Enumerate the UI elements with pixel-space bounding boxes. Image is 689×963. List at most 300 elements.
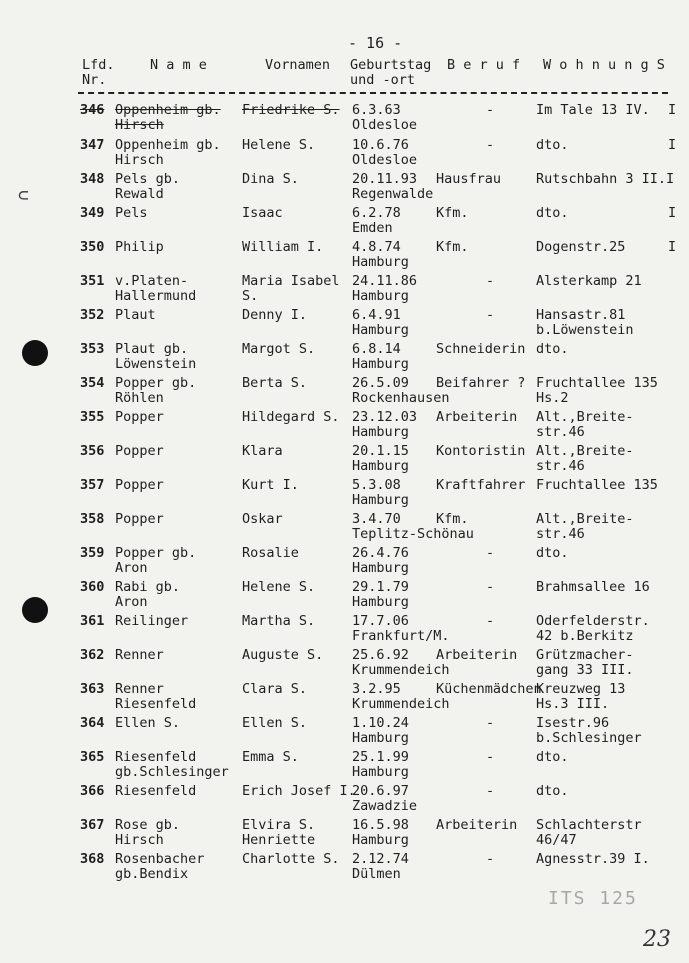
entry-residence-line: Brahmsallee 16: [536, 579, 650, 595]
entry-birth-line: Teplitz-Schönau: [352, 526, 474, 542]
entry-surname: [115, 206, 243, 221]
entry-residence-line: Rutschbahn 3 II.I: [536, 171, 675, 187]
entry-birth-line: 4.8.74: [352, 239, 401, 255]
entry-surname-line: Rosenbacher: [115, 851, 205, 867]
table-row: [0, 410, 689, 444]
header-geburtstag: Geburtstag: [350, 57, 432, 73]
entry-surname-line: Popper gb.: [115, 545, 197, 561]
entry-surname: [115, 410, 243, 425]
entry-given-names-line: Auguste S.: [242, 647, 324, 663]
entry-occupation: Kraftfahrer: [436, 477, 526, 493]
entry-number: 350: [80, 239, 105, 255]
table-row: [0, 614, 689, 648]
entry-given-names: [242, 852, 354, 867]
entry-given-names: [242, 308, 354, 323]
entry-residence-line: Kreuzweg 13: [536, 681, 626, 697]
entry-surname-line: Oppenheim gb.: [115, 102, 221, 118]
entry-residence-line: str.46: [536, 424, 585, 440]
entry-birth: [352, 784, 444, 814]
entry-occupation: -: [486, 102, 495, 118]
entry-birth-line: Emden: [352, 220, 393, 236]
entry-occupation: Arbeiterin: [436, 647, 518, 663]
entry-residence-line: Hs.2: [536, 390, 569, 406]
entry-residence: [536, 376, 686, 406]
entry-surname: [115, 376, 243, 406]
entry-given-names: [242, 103, 354, 118]
entry-number: 366: [80, 783, 105, 799]
entry-surname: [115, 716, 243, 731]
entry-birth: [352, 206, 444, 236]
entry-occupation: -: [486, 851, 495, 867]
entry-surname-line: Popper: [115, 511, 164, 527]
entry-birth: [352, 138, 444, 168]
entry-given-names: [242, 682, 354, 697]
entry-margin-mark: I: [668, 205, 677, 221]
entry-birth-line: 20.11.93: [352, 171, 418, 187]
entry-surname: [115, 852, 243, 882]
entry-birth-line: Oldesloe: [352, 152, 418, 168]
entry-given-names: [242, 376, 354, 391]
entry-number: 362: [80, 647, 105, 663]
entry-surname-line: Renner: [115, 681, 164, 697]
entry-surname-line: Röhlen: [115, 390, 164, 406]
entry-number: 354: [80, 375, 105, 391]
entry-residence-line: dto.: [536, 137, 569, 153]
entry-residence: [536, 784, 686, 799]
entry-residence: [536, 614, 686, 644]
entry-residence-line: Oderfelderstr.: [536, 613, 650, 629]
entry-residence: [536, 138, 686, 153]
entry-birth-line: 3.4.70: [352, 511, 401, 527]
entry-birth-line: 24.11.86: [352, 273, 418, 289]
entry-residence-line: 42 b.Berkitz: [536, 628, 634, 644]
table-row: [0, 818, 689, 852]
entry-birth: [352, 274, 444, 304]
entry-occupation: Arbeiterin: [436, 409, 518, 425]
entry-residence: [536, 274, 686, 289]
header-lfd: Lfd.: [82, 57, 115, 73]
table-row: [0, 478, 689, 512]
entry-residence-line: Alt.,Breite-: [536, 511, 634, 527]
table-row: [0, 308, 689, 342]
entry-birth-line: Dülmen: [352, 866, 401, 882]
entry-surname: [115, 750, 243, 780]
entry-birth-line: Hamburg: [352, 424, 409, 440]
entry-surname-line: Pels: [115, 205, 148, 221]
entry-birth: [352, 172, 444, 202]
entry-given-names-line: S.: [242, 288, 259, 304]
entry-occupation: Küchenmädchen: [436, 681, 542, 697]
entry-margin-mark: I: [668, 239, 677, 255]
entry-surname-line: Hirsch: [115, 832, 164, 848]
table-row: [0, 546, 689, 580]
entry-residence-line: Schlachterstr: [536, 817, 642, 833]
entry-given-names-line: Denny I.: [242, 307, 308, 323]
entry-surname: [115, 648, 243, 663]
entry-residence: [536, 103, 686, 118]
entry-surname: [115, 818, 243, 848]
entry-residence-line: Fruchtallee 135: [536, 477, 658, 493]
entry-number: 356: [80, 443, 105, 459]
entry-given-names-line: Oskar: [242, 511, 283, 527]
entry-given-names: [242, 614, 354, 629]
entry-occupation: Kontoristin: [436, 443, 526, 459]
entry-given-names: [242, 750, 354, 765]
entry-residence-line: dto.: [536, 749, 569, 765]
entry-given-names: [242, 274, 354, 304]
table-row: [0, 580, 689, 614]
entry-given-names-line: Berta S.: [242, 375, 308, 391]
entry-residence: [536, 444, 686, 474]
entry-surname-line: Rabi gb.: [115, 579, 181, 595]
entry-residence-line: Fruchtallee 135: [536, 375, 658, 391]
table-row: [0, 240, 689, 274]
entry-occupation: Kfm.: [436, 239, 469, 255]
entry-surname: [115, 103, 243, 133]
header-und-ort: und -ort: [350, 72, 416, 88]
entry-number: 363: [80, 681, 105, 697]
entry-occupation: -: [486, 545, 495, 561]
entry-residence: [536, 478, 686, 493]
header-wohnung: W o h n u n g S: [543, 57, 665, 73]
entry-given-names: [242, 444, 354, 459]
entry-given-names: [242, 240, 354, 255]
entry-residence-line: dto.: [536, 545, 569, 561]
entry-surname-line: Philip: [115, 239, 164, 255]
table-row: [0, 206, 689, 240]
entry-birth: [352, 240, 444, 270]
entry-given-names-line: Rosalie: [242, 545, 299, 561]
entry-surname: [115, 342, 243, 372]
entry-number: 359: [80, 545, 105, 561]
entry-surname-line: Rose gb.: [115, 817, 181, 833]
entry-birth-line: 6.4.91: [352, 307, 401, 323]
entry-number: 368: [80, 851, 105, 867]
entry-number: 352: [80, 307, 105, 323]
entry-occupation: Hausfrau: [436, 171, 502, 187]
table-row: [0, 342, 689, 376]
entry-birth-line: Frankfurt/M.: [352, 628, 450, 644]
entry-number: 349: [80, 205, 105, 221]
entry-margin-mark: I: [668, 137, 677, 153]
entry-residence: [536, 240, 686, 255]
entry-birth: [352, 818, 444, 848]
entry-birth-line: 3.2.95: [352, 681, 401, 697]
entry-residence-line: Alt.,Breite-: [536, 443, 634, 459]
entry-given-names: [242, 478, 354, 493]
entry-residence: [536, 206, 686, 221]
entry-birth-line: Hamburg: [352, 594, 409, 610]
entry-number: 355: [80, 409, 105, 425]
entry-residence: [536, 512, 686, 542]
entry-residence-line: Hs.3 III.: [536, 696, 610, 712]
entry-residence-line: Agnesstr.39 I.: [536, 851, 650, 867]
entry-given-names-line: Kurt I.: [242, 477, 299, 493]
entry-given-names: [242, 716, 354, 731]
entry-given-names-line: Helene S.: [242, 137, 316, 153]
entry-residence: [536, 648, 686, 678]
entry-residence-line: b.Schlesinger: [536, 730, 642, 746]
entry-birth-line: Hamburg: [352, 832, 409, 848]
entry-birth-line: 26.5.09: [352, 375, 409, 391]
header-rule: [78, 92, 668, 94]
entry-given-names-line: Helene S.: [242, 579, 316, 595]
entry-number: 360: [80, 579, 105, 595]
entry-residence-line: dto.: [536, 341, 569, 357]
entry-birth-line: 26.4.76: [352, 545, 409, 561]
entry-surname-line: Popper: [115, 443, 164, 459]
entry-given-names: [242, 648, 354, 663]
entry-surname: [115, 682, 243, 712]
entry-residence-line: Isestr.96: [536, 715, 610, 731]
entry-birth: [352, 681, 450, 712]
entry-given-names: [242, 546, 354, 561]
entry-given-names-line: Emma S.: [242, 749, 299, 765]
entry-surname-line: Pels gb.: [115, 171, 181, 187]
entry-birth: [352, 308, 444, 338]
entry-birth-line: Zawadzie: [352, 798, 418, 814]
entry-birth-line: Krummendeich: [352, 696, 450, 712]
entry-surname-line: Riesenfeld: [115, 749, 197, 765]
handwritten-page-number: 23: [643, 927, 671, 952]
entry-surname-line: Hirsch: [115, 152, 164, 168]
entry-surname-line: Hirsch: [115, 117, 164, 133]
entry-surname: [115, 478, 243, 493]
entry-birth: [352, 852, 444, 882]
entry-residence: [536, 172, 686, 187]
entry-birth-line: 20.1.15: [352, 443, 409, 459]
entry-occupation: -: [486, 273, 495, 289]
entry-number: 361: [80, 613, 105, 629]
entry-given-names-line: Friedrike S.: [242, 102, 340, 118]
entry-occupation: -: [486, 579, 495, 595]
entry-given-names-line: Elvira S.: [242, 817, 316, 833]
entry-occupation: Arbeiterin: [436, 817, 518, 833]
entry-birth: [352, 613, 450, 644]
entry-birth: [352, 478, 444, 508]
entry-birth-line: 6.3.63: [352, 102, 401, 118]
entry-residence-line: Dogenstr.25: [536, 239, 626, 255]
table-row: [0, 682, 689, 716]
table-row: [0, 852, 689, 886]
entry-birth-line: Hamburg: [352, 764, 409, 780]
entry-surname-line: Plaut: [115, 307, 156, 323]
entry-surname-line: Löwenstein: [115, 356, 197, 372]
entry-birth: [352, 546, 444, 576]
entry-surname: [115, 546, 243, 576]
entry-surname: [115, 172, 243, 202]
entry-birth-line: 29.1.79: [352, 579, 409, 595]
entry-residence-line: dto.: [536, 783, 569, 799]
entry-number: 347: [80, 137, 105, 153]
entry-birth-line: Hamburg: [352, 560, 409, 576]
entry-residence-line: Im Tale 13 IV.: [536, 102, 650, 118]
entry-surname: [115, 512, 243, 527]
entry-occupation: Kfm.: [436, 511, 469, 527]
entry-surname-line: Riesenfeld: [115, 696, 197, 712]
entry-birth-line: Hamburg: [352, 458, 409, 474]
entry-surname-line: Plaut gb.: [115, 341, 189, 357]
entry-given-names-line: William I.: [242, 239, 324, 255]
entry-birth-line: 5.3.08: [352, 477, 401, 493]
entry-residence: [536, 580, 686, 595]
entry-surname: [115, 614, 243, 629]
entry-given-names-line: Dina S.: [242, 171, 299, 187]
entry-residence: [536, 308, 686, 338]
entry-surname-line: gb.Bendix: [115, 866, 189, 882]
entry-surname-line: gb.Schlesinger: [115, 764, 229, 780]
entry-surname-line: Rewald: [115, 186, 164, 202]
entry-surname-line: Renner: [115, 647, 164, 663]
table-row: [0, 750, 689, 784]
entry-birth: [352, 444, 444, 474]
entry-birth-line: 25.1.99: [352, 749, 409, 765]
entry-given-names: [242, 138, 354, 153]
entry-birth: [352, 375, 450, 406]
entry-given-names-line: Klara: [242, 443, 283, 459]
entry-surname: [115, 444, 243, 459]
entry-given-names-line: Clara S.: [242, 681, 308, 697]
entry-birth-line: Hamburg: [352, 356, 409, 372]
entry-occupation: -: [486, 783, 495, 799]
entry-occupation: -: [486, 137, 495, 153]
entry-birth-line: Regenwalde: [352, 186, 434, 202]
entry-residence-line: 46/47: [536, 832, 577, 848]
entry-birth: [352, 103, 444, 133]
entry-given-names-line: Isaac: [242, 205, 283, 221]
entry-surname-line: Hallermund: [115, 288, 197, 304]
table-row: [0, 444, 689, 478]
entry-surname: [115, 580, 243, 610]
entry-residence: [536, 546, 686, 561]
table-row: [0, 138, 689, 172]
entry-given-names-line: Henriette: [242, 832, 316, 848]
entry-margin-mark: I: [668, 102, 677, 118]
entry-birth-line: Hamburg: [352, 492, 409, 508]
page-number: - 16 -: [348, 34, 403, 52]
header-vornamen: Vornamen: [265, 57, 331, 73]
entry-given-names: [242, 410, 354, 425]
entry-surname-line: Popper gb.: [115, 375, 197, 391]
entry-surname-line: Reilinger: [115, 613, 189, 629]
entry-birth-line: 6.2.78: [352, 205, 401, 221]
entry-occupation: Kfm.: [436, 205, 469, 221]
entry-number: 358: [80, 511, 105, 527]
table-row: [0, 784, 689, 818]
entry-given-names-line: Martha S.: [242, 613, 316, 629]
entry-birth: [352, 647, 450, 678]
entry-surname-line: Aron: [115, 560, 148, 576]
entry-given-names-line: Charlotte S.: [242, 851, 340, 867]
table-row: [0, 648, 689, 682]
entry-surname-line: v.Platen-: [115, 273, 189, 289]
entry-residence: [536, 750, 686, 765]
entry-occupation: -: [486, 715, 495, 731]
entry-birth-line: 6.8.14: [352, 341, 401, 357]
entry-birth: [352, 410, 444, 440]
entry-given-names: [242, 172, 354, 187]
entry-number: 351: [80, 273, 105, 289]
entry-birth: [352, 750, 444, 780]
entry-birth-line: 2.12.74: [352, 851, 409, 867]
entry-birth-line: 17.7.06: [352, 613, 409, 629]
entry-residence: [536, 410, 686, 440]
entry-birth: [352, 342, 444, 372]
margin-bracket-mark: ⊂: [18, 185, 29, 206]
table-row: [0, 512, 689, 546]
entry-birth-line: 20.6.97: [352, 783, 409, 799]
entry-number: 364: [80, 715, 105, 731]
entry-number: 348: [80, 171, 105, 187]
entry-surname-line: Riesenfeld: [115, 783, 197, 799]
entry-given-names-line: Ellen S.: [242, 715, 308, 731]
entry-number: 365: [80, 749, 105, 765]
entry-birth-line: 10.6.76: [352, 137, 409, 153]
entry-birth-line: Hamburg: [352, 288, 409, 304]
entry-birth-line: Oldesloe: [352, 117, 418, 133]
entry-residence: [536, 852, 686, 867]
entry-number: 367: [80, 817, 105, 833]
entry-surname: [115, 240, 243, 255]
entry-residence: [536, 342, 686, 357]
entry-residence-line: dto.: [536, 205, 569, 221]
entry-birth-line: Hamburg: [352, 322, 409, 338]
entry-surname: [115, 784, 243, 799]
entry-birth-line: Rockenhausen: [352, 390, 450, 406]
entry-number: 357: [80, 477, 105, 493]
entry-birth-line: Krummendeich: [352, 662, 450, 678]
entry-residence-line: Grützmacher-: [536, 647, 634, 663]
table-row: [0, 103, 689, 137]
table-row: [0, 172, 689, 206]
entry-birth-line: 25.6.92: [352, 647, 409, 663]
table-row: [0, 274, 689, 308]
entry-number: 346: [80, 102, 105, 118]
entry-occupation: -: [486, 307, 495, 323]
header-nr: Nr.: [82, 72, 107, 88]
entry-given-names: [242, 818, 354, 848]
entry-residence-line: b.Löwenstein: [536, 322, 634, 338]
entry-surname-line: Ellen S.: [115, 715, 181, 731]
entry-residence: [536, 682, 686, 712]
entry-residence-line: Alsterkamp 21: [536, 273, 642, 289]
entry-given-names: [242, 784, 354, 799]
entry-occupation: Schneiderin: [436, 341, 526, 357]
entry-surname-line: Popper: [115, 409, 164, 425]
header-beruf: B e r u f: [447, 57, 521, 73]
entry-residence-line: Hansastr.81: [536, 307, 626, 323]
entry-surname: [115, 138, 243, 168]
entry-birth: [352, 716, 444, 746]
entry-residence: [536, 716, 686, 746]
entry-given-names-line: Erich Josef I.: [242, 783, 356, 799]
entry-birth: [352, 580, 444, 610]
table-row: [0, 376, 689, 410]
entry-surname-line: Popper: [115, 477, 164, 493]
entry-given-names: [242, 206, 354, 221]
entry-birth-line: 1.10.24: [352, 715, 409, 731]
entry-residence: [536, 818, 686, 848]
entry-residence-line: str.46: [536, 458, 585, 474]
entry-number: 353: [80, 341, 105, 357]
entry-given-names-line: Maria Isabel: [242, 273, 340, 289]
entry-given-names: [242, 512, 354, 527]
entry-birth-line: Hamburg: [352, 254, 409, 270]
entry-birth-line: 16.5.98: [352, 817, 409, 833]
header-name: N a m e: [150, 57, 207, 73]
entry-surname-line: Aron: [115, 594, 148, 610]
entry-surname-line: Oppenheim gb.: [115, 137, 221, 153]
